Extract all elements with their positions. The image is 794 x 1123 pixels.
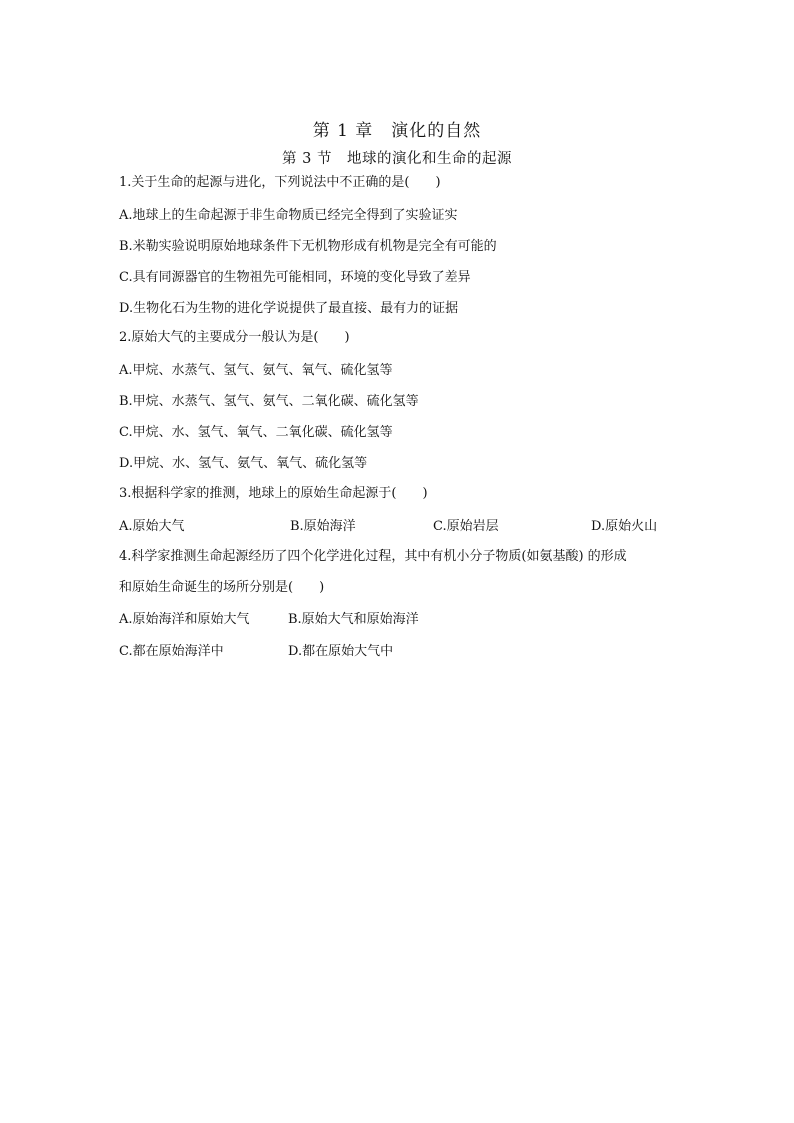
question-4-option-a: A.原始海洋和原始大气 — [119, 612, 250, 627]
question-4-stem-line-1: 4.科学家推测生命起源经历了四个化学进化过程，其中有机小分子物质(如氨基酸) 的形成 — [119, 549, 627, 564]
question-2-option-d: D.甲烷、水、氢气、氨气、氧气、硫化氢等 — [119, 456, 368, 471]
question-1-option-d: D.生物化石为生物的进化学说提供了最直接、最有力的证据 — [119, 301, 459, 316]
question-3-stem: 3.根据科学家的推测，地球上的原始生命起源于( ) — [119, 486, 428, 501]
question-3-options — [0, 518, 794, 536]
question-1-option-a: A.地球上的生命起源于非生命物质已经完全得到了实验证实 — [119, 208, 458, 223]
question-2-stem: 2.原始大气的主要成分一般认为是( ) — [119, 330, 350, 345]
question-3-option-d: D.原始火山 — [591, 519, 658, 534]
question-4-options-row-1 — [0, 611, 794, 629]
question-1-option-b: B.米勒实验说明原始地球条件下无机物形成有机物是完全有可能的 — [119, 239, 497, 254]
question-4-options-row-2 — [0, 643, 794, 661]
question-3-option-c: C.原始岩层 — [433, 519, 499, 534]
question-4-option-c: C.都在原始海洋中 — [119, 644, 224, 659]
question-2-option-c: C.甲烷、水、氢气、氧气、二氧化碳、硫化氢等 — [119, 425, 393, 440]
chapter-title: 第 1 章 演化的自然 — [312, 121, 482, 141]
question-4-option-b: B.原始大气和原始海洋 — [288, 612, 419, 627]
question-2-option-a: A.甲烷、水蒸气、氢气、氨气、氧气、硫化氢等 — [119, 363, 393, 378]
question-4-stem-line-2: 和原始生命诞生的场所分别是( ) — [119, 580, 325, 595]
question-1-option-c: C.具有同源器官的生物祖先可能相同，环境的变化导致了差异 — [119, 270, 471, 285]
question-3-option-b: B.原始海洋 — [290, 519, 356, 534]
section-title: 第 3 节 地球的演化和生命的起源 — [282, 151, 512, 167]
question-3-option-a: A.原始大气 — [119, 519, 185, 534]
question-1-stem: 1.关于生命的起源与进化，下列说法中不正确的是( ) — [119, 175, 441, 190]
question-4-option-d: D.都在原始大气中 — [288, 644, 394, 659]
question-2-option-b: B.甲烷、水蒸气、氢气、氨气、二氧化碳、硫化氢等 — [119, 394, 419, 409]
